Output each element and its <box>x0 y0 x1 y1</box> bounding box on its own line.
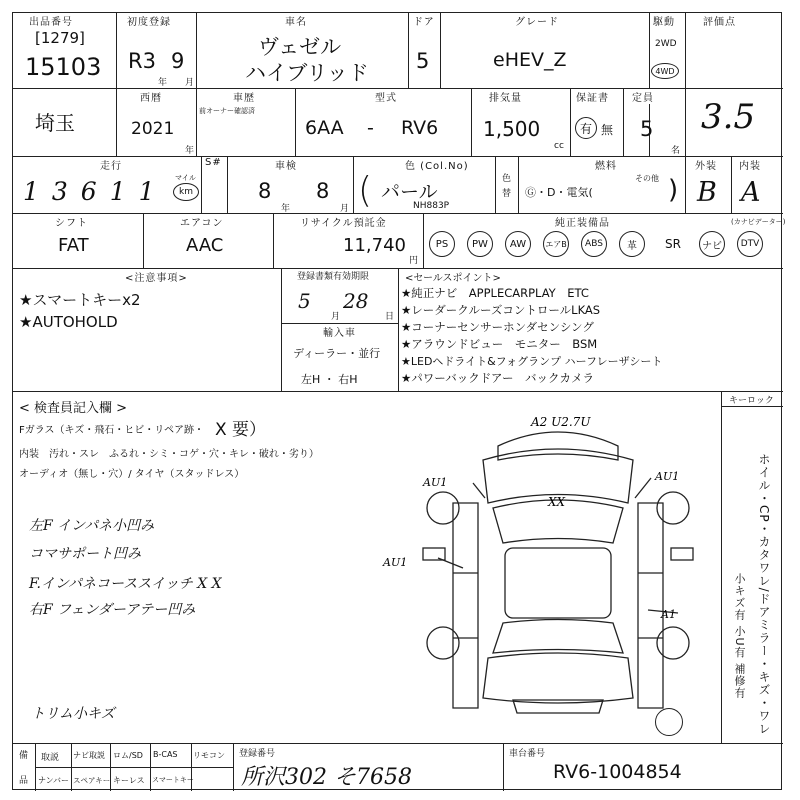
grade-value: eHEV_Z <box>493 49 567 71</box>
inspector-glass-mark: X 要） <box>215 420 267 440</box>
hand-note-1: 左F インパネ小凹み <box>29 518 155 534</box>
inspector-title: < 検査員記入欄 > <box>19 401 128 416</box>
inspection-month-mark: 月 <box>340 204 350 214</box>
rule-row3 <box>13 213 783 214</box>
color-label: 色 (Col.No) <box>403 157 471 172</box>
footer-item-remote: リモコン <box>193 751 225 760</box>
venue-label: 出品番号 <box>27 13 75 28</box>
reg-month: 5 <box>298 289 311 313</box>
rule-v17 <box>685 156 686 213</box>
sales-line-3: ★コーナーセンサーホンダセンシング <box>401 320 594 334</box>
type-code: RV6 <box>401 117 439 139</box>
equip-navi: ナビ <box>699 231 725 257</box>
key-lock-label: キーロック <box>729 396 774 406</box>
rule-f3 <box>503 743 504 791</box>
rule-v4 <box>440 13 441 88</box>
rule-v13 <box>227 156 228 213</box>
fuel-other-label: その他 <box>635 174 659 183</box>
hand-note-3: F.インパネコーススイッチ X X <box>29 576 222 592</box>
model-year-mark: 年 <box>185 146 195 156</box>
legend-scale: 小キズ有 小U有 補修有 <box>733 573 746 700</box>
grade-label: グレード <box>513 13 561 28</box>
chassis-number-label: 車台番号 <box>509 749 546 759</box>
score-label: 評価点 <box>701 13 738 28</box>
inspection-month: 8 <box>316 179 330 203</box>
capacity-label: 定員 <box>630 89 656 104</box>
month-mark: 月 <box>185 78 195 88</box>
footer-item-keyless: キーレス <box>113 776 145 785</box>
sales-line-1: ★純正ナビ APPLECARPLAY ETC <box>401 286 589 300</box>
fuel-options: Ⓖ・D・電気( <box>525 186 593 199</box>
rule-h-key <box>721 406 783 407</box>
doors-value: 5 <box>416 49 430 73</box>
chassis-number: RV6-1004854 <box>553 761 682 783</box>
equipment-extra-label: (カナビデーター) <box>731 218 786 226</box>
rule-f7 <box>150 743 151 791</box>
shift-value: FAT <box>58 235 89 256</box>
history-note: 前オーナー確認済 <box>199 107 255 115</box>
recycle-unit: 円 <box>409 256 419 266</box>
reg-expiry-label: 登録書類有効期限 <box>295 269 371 282</box>
reg-month-mark: 月 <box>331 312 341 322</box>
color-code: NH883P <box>413 201 450 211</box>
capacity-value: 5 <box>640 117 654 141</box>
exterior-label: 外装 <box>693 157 719 172</box>
warranty-no: 無 <box>601 123 614 137</box>
equip-aw: AW <box>505 231 531 257</box>
model-label: 車名 <box>283 13 309 28</box>
lot-number: 15103 <box>25 53 102 81</box>
sales-line-5: ★LEDヘドライト&フォグランプ ハーフレーザシート <box>401 355 663 368</box>
type-label: 型式 <box>373 89 399 104</box>
mark-top: A2 U2.7U <box>531 415 591 429</box>
roof-shape <box>505 548 611 618</box>
interior-grade: A <box>741 177 761 208</box>
rule-v12 <box>201 156 202 213</box>
equip-sunroof: SR <box>665 237 681 251</box>
sales-line-4: ★アラウンドビュー モニター BSM <box>401 337 598 351</box>
type-dash: - <box>367 117 374 139</box>
auction-sheet <box>12 12 786 790</box>
rule-v9 <box>471 88 472 156</box>
aircon-value: AAC <box>186 235 224 256</box>
drive-2wd: 2WD <box>655 39 677 49</box>
inspection-year-mark: 年 <box>281 204 291 214</box>
tailgate-shape <box>483 653 633 703</box>
equip-ps: PS <box>429 231 455 257</box>
reg-number: 所沢302 そ7658 <box>241 765 412 790</box>
front-bumper-shape <box>498 432 618 460</box>
recycle-label: リサイクル預託金 <box>298 214 389 229</box>
wheel-front-left <box>427 492 459 524</box>
equip-abs: ABS <box>581 231 607 257</box>
rule-v2 <box>196 13 197 88</box>
wheel-rear-left <box>427 627 459 659</box>
displacement-label: 排気量 <box>487 89 524 104</box>
footer-item-smart-key: スマートキー <box>152 776 194 784</box>
warranty-label: 保証書 <box>574 89 611 104</box>
first-reg-month: 9 <box>171 49 185 73</box>
reg-day: 28 <box>343 289 369 313</box>
footer-side-label-2: 品 <box>19 776 29 786</box>
handle-value: 左H ・ 右H <box>301 373 358 386</box>
rule-v1 <box>116 13 117 156</box>
rule-v7 <box>196 88 197 156</box>
mark-roof: XX <box>548 495 566 509</box>
rule-v14 <box>353 156 354 213</box>
type-prefix: 6AA <box>305 117 344 139</box>
shift-label: シフト <box>53 214 90 229</box>
history-label: 車歴 <box>231 89 257 104</box>
sales-line-2: ★レーダークルーズコントロールLKAS <box>401 303 601 317</box>
inspector-interior-line: 内装 汚れ・スレ ふるれ・シミ・コゲ・穴・キレ・破れ・劣り） <box>19 449 319 460</box>
score-value: 3.5 <box>701 97 756 137</box>
fuel-bracket-right: ) <box>668 175 679 205</box>
right-side-shape <box>638 503 663 708</box>
doors-label: ドア <box>411 13 437 28</box>
model-year-label: 西暦 <box>138 89 164 104</box>
equip-airbag: エアB <box>543 231 569 257</box>
sales-label: <セールスポイント> <box>403 269 503 284</box>
inspector-audio-line: オーディオ（無し・穴）/ タイヤ（スタッドレス） <box>19 469 245 480</box>
inspection-label: 車検 <box>273 157 299 172</box>
rule-f5 <box>71 743 72 791</box>
first-reg-label: 初度登録 <box>125 13 173 28</box>
mark-left-door: AU1 <box>383 556 408 569</box>
caution-line-1: ★スマートキーx2 <box>19 291 141 309</box>
rule-row2 <box>13 156 783 157</box>
exterior-grade: B <box>697 177 717 208</box>
footer-side-label-1: 備 <box>19 751 29 761</box>
wheel-front-right <box>657 492 689 524</box>
region-value: 埼玉 <box>35 111 75 135</box>
color-swap-label: 色替 <box>500 173 510 203</box>
footer-item-spare-key: スペアキー <box>73 776 111 785</box>
caution-label: <注意事項> <box>123 269 190 284</box>
rule-v6 <box>685 13 686 156</box>
import-label: 輸入車 <box>321 324 358 339</box>
mirror-right <box>671 548 693 560</box>
rule-v3 <box>408 13 409 88</box>
footer-item-bcas: B-CAS <box>153 750 178 759</box>
hand-bottom-note: トリム小キズ <box>31 706 115 722</box>
inspection-year: 8 <box>258 179 272 203</box>
mileage-unit-mile: マイル <box>175 174 196 182</box>
rule-v8 <box>295 88 296 156</box>
rule-v18 <box>731 156 732 213</box>
displacement-unit: cc <box>554 141 564 151</box>
footer-item-rom-sd: ロム/SD <box>113 751 143 760</box>
mark-right-front: AU1 <box>655 470 680 483</box>
color-bracket-left: ( <box>358 170 373 211</box>
sales-line-6: ★パワーバックドアー バックカメラ <box>401 371 595 385</box>
rule-footer <box>13 743 783 744</box>
rule-row5 <box>13 391 783 392</box>
mileage-value: 13611 <box>23 177 168 206</box>
footer-item-manual: 取説 <box>41 753 60 763</box>
lot-code: [1279] <box>35 29 85 47</box>
footer-item-navi-manual: ナビ取説 <box>73 751 105 760</box>
hand-note-4: 右F フェンダーアテー凹み <box>29 602 196 618</box>
rule-v22 <box>281 268 282 391</box>
mark-right-rear: A1 <box>661 608 676 621</box>
rule-v10 <box>570 88 571 156</box>
equip-leather: 革 <box>619 231 645 257</box>
car-damage-diagram <box>383 408 693 728</box>
rule-v23 <box>398 268 399 391</box>
mirror-left <box>423 548 445 560</box>
s-label: S# <box>205 157 222 168</box>
inspector-glass-line: Fガラス（キズ・飛石・ヒビ・リペア跡・ <box>19 425 205 436</box>
fuel-label: 燃料 <box>593 157 619 172</box>
rule-f2 <box>233 743 234 791</box>
model-line1: ヴェゼル <box>258 35 342 59</box>
warranty-yes-circled: 有 <box>575 117 597 139</box>
rule-v20 <box>273 213 274 268</box>
legend-vertical: ホイル・CP・カタワレ/ドアミラー・キズ・ワレ <box>757 453 771 736</box>
wheel-rear-right <box>657 627 689 659</box>
model-year: 2021 <box>131 119 175 139</box>
color-value: パール <box>381 181 438 203</box>
mileage-unit-km-circled: km <box>173 183 199 201</box>
model-line2: ハイブリッド <box>245 61 369 85</box>
rule-v19 <box>143 213 144 268</box>
drive-4wd-circled: 4WD <box>651 63 679 79</box>
caution-line-2: ★AUTOHOLD <box>19 313 118 331</box>
rule-f4 <box>35 767 233 768</box>
year-mark: 年 <box>158 78 168 88</box>
recycle-value: 11,740 <box>343 235 406 256</box>
rule-v15 <box>495 156 496 213</box>
hand-note-2: コマサポート凹み <box>29 546 141 562</box>
interior-label: 内装 <box>737 157 763 172</box>
reg-number-label: 登録番号 <box>239 749 276 759</box>
reg-day-mark: 日 <box>385 312 395 322</box>
aircon-label: エアコン <box>178 214 226 229</box>
equip-pw: PW <box>467 231 493 257</box>
spare-tire-circle <box>655 708 683 736</box>
rear-glass-shape <box>493 620 623 654</box>
first-reg-era: R3 <box>128 49 156 73</box>
capacity-unit: 名 <box>671 146 681 156</box>
rule-v24 <box>721 391 722 743</box>
import-value: ディーラー・並行 <box>293 347 381 360</box>
left-side-shape <box>453 503 478 708</box>
rule-v21 <box>423 213 424 268</box>
displacement-value: 1,500 <box>483 117 541 141</box>
rule-v16 <box>518 156 519 213</box>
equipment-label: 純正装備品 <box>553 214 612 229</box>
equip-dtv: DTV <box>737 231 763 257</box>
mark-left-front: AU1 <box>423 476 448 489</box>
mileage-label: 走行 <box>98 157 124 172</box>
footer-item-plate: ナンバー <box>38 776 70 785</box>
drive-label: 駆動 <box>651 13 677 28</box>
rule-v11 <box>623 88 624 156</box>
